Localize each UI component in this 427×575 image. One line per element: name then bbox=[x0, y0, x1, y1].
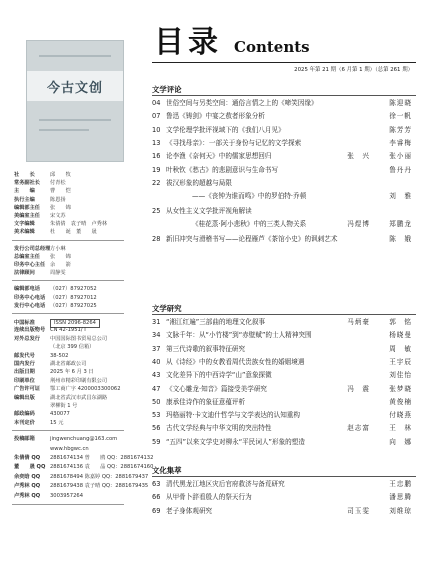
masthead-value: 湖北省武汉市武昌东湖路 bbox=[50, 394, 108, 401]
section-heading: 文化集萃 bbox=[152, 466, 182, 475]
masthead-value: 朱倩倩 袁子晴 卢秀林 bbox=[50, 221, 108, 228]
article-author: 刘佳怡 bbox=[389, 371, 412, 380]
toc-entry[interactable] bbox=[152, 493, 416, 502]
page-number: 43 bbox=[152, 371, 161, 380]
article-title: “五四”以来文学史对柳永“平民词人”形象的塑造 bbox=[166, 437, 305, 446]
masthead-label: 执行主编 bbox=[14, 196, 35, 203]
toc-entry[interactable] bbox=[152, 99, 416, 108]
cover-title: 今古文创 bbox=[46, 80, 103, 96]
article-author: 鲁丹丹 bbox=[389, 165, 412, 174]
page-title: 目录 bbox=[154, 25, 222, 60]
toc-entry[interactable] bbox=[152, 480, 416, 489]
masthead-label: 卢秀林 QQ bbox=[14, 483, 41, 490]
toc-entry[interactable] bbox=[152, 424, 416, 433]
article-author: 陈芳芳 bbox=[389, 125, 412, 134]
page-number: 13 bbox=[152, 138, 161, 147]
masthead-row bbox=[14, 295, 97, 302]
article-author: 刘维琼 bbox=[389, 506, 412, 515]
masthead-row bbox=[14, 327, 86, 334]
masthead-value: 2881674134 曾 鸥 QQ：2881674132 bbox=[50, 455, 154, 461]
masthead-label: 编辑出版 bbox=[14, 394, 35, 401]
section-rule bbox=[152, 95, 416, 96]
masthead-row bbox=[14, 254, 71, 261]
masthead-value: （027）87927012 bbox=[50, 294, 97, 301]
masthead-row bbox=[14, 221, 107, 228]
toc-entry[interactable] bbox=[152, 438, 416, 447]
page-number: 28 bbox=[152, 234, 161, 243]
masthead-row bbox=[14, 483, 148, 490]
masthead-value: 张 锦 bbox=[50, 204, 71, 211]
masthead-row bbox=[14, 464, 153, 471]
masthead-row bbox=[14, 395, 107, 402]
article-author: 张 兴 bbox=[347, 152, 370, 161]
article-author: 王忠鹏 bbox=[389, 480, 412, 488]
masthead-row bbox=[14, 286, 97, 293]
article-author: 张小丽 bbox=[389, 152, 412, 161]
article-title: 鲁迅《铸剑》中宴之敖者形象分析 bbox=[166, 112, 265, 121]
masthead-row bbox=[14, 262, 71, 269]
masthead-label: 邮发代号 bbox=[14, 352, 35, 359]
masthead-value: CN 42-1951/ I bbox=[50, 327, 86, 334]
masthead-label: 董 晟 QQ bbox=[14, 464, 46, 471]
masthead-label: 中国标准 bbox=[14, 320, 35, 326]
masthead-row bbox=[14, 378, 107, 385]
page-number: 63 bbox=[152, 480, 161, 488]
masthead-label: 对外总发行 bbox=[14, 335, 40, 342]
masthead-label: 编辑部主任 bbox=[14, 204, 40, 211]
toc-entry[interactable] bbox=[152, 411, 416, 420]
masthead-column bbox=[0, 0, 154, 575]
masthead-value: 湖北省邮政公司 bbox=[50, 361, 87, 367]
masthead-row bbox=[14, 403, 77, 410]
masthead-value: 2025 年 6 月 3 日 bbox=[50, 369, 94, 376]
article-author: 冯煜博 bbox=[347, 219, 370, 228]
page-number: 22 bbox=[152, 178, 161, 187]
section-heading: 文学评论 bbox=[152, 85, 182, 94]
cover-decor bbox=[39, 55, 111, 57]
masthead-row bbox=[14, 336, 107, 343]
masthead-label: 社 长 bbox=[14, 172, 35, 178]
article-author: 陈迎晓 bbox=[389, 99, 412, 107]
masthead-value: （027）87927052 bbox=[50, 286, 97, 293]
article-title: 《文心雕龙·知音》篇接受美学研究 bbox=[166, 384, 268, 393]
masthead-value: （027）87927025 bbox=[50, 302, 97, 309]
masthead-label: 常务副社长 bbox=[14, 180, 40, 187]
page-number: 40 bbox=[152, 357, 161, 366]
article-title: 从女性主义文学批评视角解读 bbox=[166, 206, 252, 215]
masthead-value: 翠柳街 1 号 bbox=[50, 403, 78, 409]
masthead-value: 邱 牧 bbox=[50, 172, 71, 178]
masthead-value: ISSN 2096-8264 bbox=[50, 319, 100, 328]
article-title: 清代黑龙江地区灾后官府救济与备荒研究 bbox=[166, 480, 285, 488]
article-author: 郑鹏龙 bbox=[389, 219, 412, 228]
article-author: 赵志富 bbox=[347, 424, 370, 433]
article-title: 《寻找母亲》：一部关于身份与记忆的文学探索 bbox=[166, 138, 302, 147]
toc-entry[interactable] bbox=[152, 139, 416, 148]
masthead-value: 2881678494 陈嘉婷 QQ：2881679437 bbox=[50, 473, 149, 480]
article-author: 陈 娥 bbox=[389, 234, 412, 243]
article-title: 《桂花蒸·阿小悲秋》中的三类人物关系 bbox=[192, 219, 307, 228]
article-author: 周 敏 bbox=[389, 344, 412, 353]
masthead-label: 文字编辑 bbox=[14, 221, 35, 228]
masthead-label: 总编室主任 bbox=[14, 253, 40, 260]
page-number: 69 bbox=[152, 506, 161, 515]
masthead-label: 美术编辑 bbox=[14, 229, 35, 236]
article-author: 徐一帆 bbox=[389, 112, 412, 121]
masthead-row bbox=[14, 474, 148, 481]
masthead-label: 法律顾问 bbox=[14, 270, 35, 277]
article-author: 李睿梅 bbox=[389, 138, 412, 147]
masthead-row bbox=[14, 344, 94, 351]
article-author: 黄俊楠 bbox=[389, 397, 412, 406]
article-title: 文化差异下的中西诗学“山”意象探微 bbox=[166, 371, 272, 380]
masthead-value: www.hbgwc.cn bbox=[50, 445, 89, 452]
masthead-label: 发行中心电话 bbox=[14, 302, 46, 309]
separator bbox=[12, 504, 124, 505]
masthead-label: 广告许可证 bbox=[14, 386, 40, 393]
page-subtitle: Contents bbox=[234, 38, 310, 56]
toc-entry[interactable] bbox=[152, 331, 416, 340]
article-author: 张梦晓 bbox=[389, 384, 412, 393]
page-number: 66 bbox=[152, 493, 161, 502]
toc-entry[interactable] bbox=[152, 166, 416, 175]
masthead-row bbox=[14, 205, 71, 212]
masthead-label: 邮政编码 bbox=[14, 411, 35, 418]
masthead-row bbox=[14, 246, 66, 253]
masthead-label: 印务中心电话 bbox=[14, 294, 46, 301]
masthead-value: 430077 bbox=[50, 411, 70, 418]
masthead-value: jingwenchuang@163.com bbox=[50, 436, 118, 443]
masthead-value: （北京 399 信箱） bbox=[50, 344, 95, 351]
masthead-label: 投稿邮箱 bbox=[14, 436, 35, 443]
article-title: 老子身体观研究 bbox=[166, 506, 213, 515]
masthead-label: 国内发行 bbox=[14, 361, 35, 367]
cover-decor bbox=[39, 119, 111, 121]
article-title: 文脉千年：从“小竹楼”到“赤壁赋”的士人精神突围 bbox=[166, 331, 312, 340]
masthead-value: 38-502 bbox=[50, 352, 69, 359]
page-number: 04 bbox=[152, 99, 161, 107]
cover-decor bbox=[39, 129, 89, 131]
masthead-row bbox=[14, 361, 86, 368]
article-title: 文学伦理学批评视域下的《我们八月见》 bbox=[166, 125, 285, 134]
masthead-label: 印务中心主任 bbox=[14, 262, 46, 268]
article-title: 从甲骨卜辞看殷人的祭天行为 bbox=[166, 493, 252, 502]
article-title: 古代文学经典与中华文明的突出特性 bbox=[166, 424, 272, 433]
page-number: 25 bbox=[152, 206, 161, 215]
page-number: 31 bbox=[152, 318, 161, 326]
masthead-value: 鄂工商广字 4200003300062 bbox=[50, 386, 121, 393]
section-rule bbox=[152, 314, 416, 315]
article-author: 王 林 bbox=[389, 424, 412, 433]
masthead-value: 方小琳 bbox=[50, 245, 66, 252]
article-title: 祓汉形象的超越与局限 bbox=[166, 178, 232, 187]
toc-entry[interactable] bbox=[152, 192, 416, 201]
page-number: 10 bbox=[152, 125, 161, 134]
masthead-value: 张 锦 bbox=[50, 253, 71, 260]
masthead-label: 连续出版物号 bbox=[14, 327, 46, 334]
article-author: 潘思腾 bbox=[389, 493, 412, 502]
article-title: 玛格丽特·卡文迪什哲学与文学表达的认知重构 bbox=[166, 411, 300, 420]
article-title: 新旧冲突与滑稽书写——论程雁芦《茶馆小史》的讽刺艺术 bbox=[166, 234, 338, 243]
page-number: 47 bbox=[152, 384, 161, 393]
page-number: 07 bbox=[152, 112, 161, 121]
article-author: 王宇辰 bbox=[389, 357, 412, 366]
masthead-label: 出版日期 bbox=[14, 369, 35, 376]
toc-entry[interactable] bbox=[152, 220, 416, 229]
masthead-value: 周静雯 bbox=[50, 270, 66, 277]
page-number: 19 bbox=[152, 165, 161, 174]
masthead-label: 余奕晗 QQ bbox=[14, 473, 41, 480]
separator bbox=[12, 280, 124, 281]
masthead-label: 朱倩倩 QQ bbox=[14, 455, 41, 461]
toc-entry[interactable] bbox=[152, 358, 416, 367]
masthead-row bbox=[14, 197, 66, 204]
masthead-value: 2881679438 袁子晴 QQ：2881679435 bbox=[50, 483, 149, 490]
masthead-row bbox=[14, 213, 66, 220]
issue-info: 2025 年第 21 期（6 月第 1 期）（总第 261 期） bbox=[294, 67, 413, 73]
toc-entry[interactable] bbox=[152, 235, 416, 244]
toc-entry[interactable] bbox=[152, 318, 416, 327]
masthead-label: 本刊定价 bbox=[14, 419, 35, 426]
masthead-label: 美编室主任 bbox=[14, 213, 40, 219]
masthead-row bbox=[14, 188, 71, 195]
separator bbox=[12, 240, 124, 241]
toc-entry[interactable] bbox=[152, 152, 416, 161]
article-title: ——《丧钟为谁而鸣》中的罗伯特·乔顿 bbox=[192, 191, 307, 200]
page-number: 34 bbox=[152, 331, 161, 340]
masthead-label: 发行公司总经理 bbox=[14, 245, 51, 252]
article-title: “湘江红遍”三部曲的地理文化叙事 bbox=[166, 318, 266, 326]
page-number: 56 bbox=[152, 424, 161, 433]
masthead-value: 宋文苏 bbox=[50, 213, 66, 219]
article-title: 康承佳诗作的象征意蕴评析 bbox=[166, 397, 246, 406]
masthead-value: 中国国际图书贸易总公司 bbox=[50, 335, 108, 342]
title-rule bbox=[152, 62, 416, 63]
article-author: 刘 雅 bbox=[389, 191, 412, 200]
masthead-value: 余 箭 bbox=[50, 262, 71, 268]
masthead-row bbox=[14, 386, 121, 393]
masthead-row bbox=[14, 229, 97, 236]
masthead-row bbox=[14, 420, 63, 427]
toc-entry[interactable] bbox=[152, 126, 416, 135]
masthead-row bbox=[14, 436, 117, 443]
masthead-value: 15 元 bbox=[50, 419, 64, 426]
magazine-cover bbox=[26, 40, 124, 162]
masthead-row bbox=[14, 455, 153, 462]
page-number: 59 bbox=[152, 437, 161, 446]
masthead-row bbox=[14, 369, 94, 376]
toc-entry[interactable] bbox=[152, 345, 416, 354]
article-author: 付晓燕 bbox=[389, 411, 412, 420]
masthead-value: 杜 诞 董 晟 bbox=[50, 229, 97, 236]
toc-entry[interactable] bbox=[152, 507, 416, 516]
contents-column bbox=[146, 0, 427, 575]
masthead-row bbox=[14, 180, 66, 187]
section-heading: 文学研究 bbox=[152, 304, 182, 313]
masthead-row bbox=[14, 172, 71, 179]
page-number: 16 bbox=[152, 152, 161, 161]
cover-band bbox=[27, 71, 123, 101]
separator bbox=[12, 313, 124, 314]
masthead-row bbox=[14, 493, 83, 500]
separator bbox=[12, 430, 124, 431]
page-number: 50 bbox=[152, 397, 161, 406]
article-title: 从《诗经》中的女教看周代贵族女性的婚姻境遇 bbox=[166, 357, 305, 366]
masthead-value: 付青松 bbox=[50, 180, 66, 187]
masthead-row bbox=[14, 303, 97, 310]
masthead-row bbox=[14, 353, 68, 360]
toc-entry[interactable] bbox=[152, 385, 416, 394]
article-author: 冯 震 bbox=[347, 384, 370, 393]
section-rule bbox=[152, 476, 416, 477]
article-title: 叶秋钦《愁古》的悲剧意识与生命书写 bbox=[166, 165, 279, 174]
masthead-label: 印刷单位 bbox=[14, 377, 35, 384]
toc-entry[interactable] bbox=[152, 112, 416, 121]
masthead-value: 陈恩扬 bbox=[50, 196, 66, 203]
masthead-label: 卢秀林 QQ bbox=[14, 492, 41, 499]
article-author: 杨晓曼 bbox=[389, 331, 412, 340]
article-author: 司玉雯 bbox=[347, 506, 370, 515]
article-title: 第三代诗歌的叙事特征研究 bbox=[166, 344, 246, 353]
article-author: 马炳豪 bbox=[347, 318, 370, 326]
toc-entry[interactable] bbox=[152, 207, 416, 216]
masthead-label: 主 编 bbox=[14, 188, 35, 195]
masthead-row bbox=[14, 411, 70, 418]
toc-entry[interactable] bbox=[152, 371, 416, 380]
toc-entry[interactable] bbox=[152, 398, 416, 407]
masthead-value: 曹 恺 bbox=[50, 188, 71, 195]
article-title: 论李渔《奈何天》中的儒家思想回归 bbox=[166, 152, 272, 161]
article-title: 世俗空间与另类空间：通俗言情之上的《啼笑因缘》 bbox=[166, 99, 318, 107]
article-author: 向 娜 bbox=[389, 437, 412, 446]
masthead-row bbox=[14, 270, 66, 277]
masthead-value: 2881674136 袁 晶 QQ：2881674160 bbox=[50, 464, 154, 471]
masthead-value: 荆州市精彩印刷有限公司 bbox=[50, 377, 108, 384]
masthead-row bbox=[14, 446, 89, 453]
page-number: 37 bbox=[152, 344, 161, 353]
page-number: 53 bbox=[152, 411, 161, 420]
masthead-label: 编辑部电话 bbox=[14, 286, 40, 293]
toc-entry[interactable] bbox=[152, 179, 416, 188]
masthead-value: 3003957264 bbox=[50, 492, 84, 499]
article-author: 郭 铭 bbox=[389, 318, 412, 326]
